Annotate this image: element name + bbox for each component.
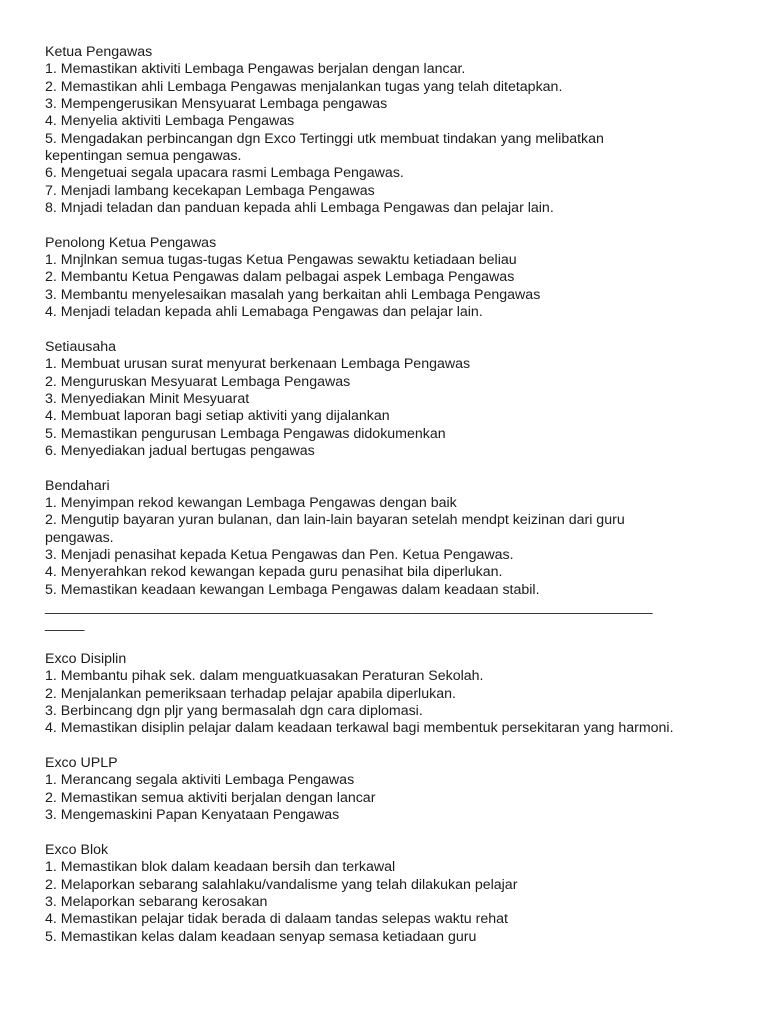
list-item: 4. Membuat laporan bagi setiap aktiviti yang dijalankan [45, 408, 390, 425]
list-item: 2. Mengutip bayaran yuran bulanan, dan lain-lain bayaran setelah mendpt keizinan dari guru [45, 512, 625, 529]
list-item: 5. Memastikan kelas dalam keadaan senyap semasa ketiadaan guru [45, 928, 477, 945]
section-penolong-ketua-pengawas [45, 235, 725, 322]
underscore-divider-tail: _____ [45, 616, 85, 633]
list-item: 1. Menyimpan rekod kewangan Lembaga Pengawas dengan baik [45, 494, 457, 511]
list-item: 1. Membantu pihak sek. dalam menguatkuasakan Peraturan Sekolah. [45, 668, 484, 685]
list-item: 3. Berbincang dgn pljr yang bermasalah dgn cara diplomasi. [45, 703, 423, 720]
list-item: 4. Memastikan disiplin pelajar dalam keadaan terkawal bagi membentuk persekitaran yang harmoni. [45, 720, 674, 737]
section-exco-disiplin [45, 651, 725, 738]
list-item: 3. Mengemaskini Papan Kenyataan Pengawas [45, 807, 340, 824]
list-item: 2. Menjalankan pemeriksaan terhadap pelajar apabila diperlukan. [45, 685, 456, 702]
list-item: 4. Menyerahkan rekod kewangan kepada guru penasihat bila diperlukan. [45, 564, 503, 581]
section-exco-uplp [45, 755, 725, 824]
section-title: Bendahari [45, 477, 110, 494]
list-item: 4. Menjadi teladan kepada ahli Lemabaga Pengawas dan pelajar lain. [45, 304, 483, 321]
list-item: 1. Merancang segala aktiviti Lembaga Pengawas [45, 772, 355, 789]
list-item: 1. Memastikan aktiviti Lembaga Pengawas berjalan dengan lancar. [45, 61, 466, 78]
list-item: 1. Mnjlnkan semua tugas-tugas Ketua Pengawas sewaktu ketiadaan beliau [45, 252, 517, 269]
list-item: 2. Melaporkan sebarang salahlaku/vandalisme yang telah dilakukan pelajar [45, 876, 518, 893]
list-item: 1. Membuat urusan surat menyurat berkenaan Lembaga Pengawas [45, 356, 471, 373]
section-title: Exco Blok [45, 841, 109, 858]
section-exco-blok [45, 842, 725, 946]
list-item: 3. Menjadi penasihat kepada Ketua Pengawas dan Pen. Ketua Pengawas. [45, 546, 514, 563]
list-item-continuation: pengawas. [45, 529, 114, 546]
underscore-divider: _____________________________________________________________________________ [45, 599, 653, 615]
section-title: Exco Disiplin [45, 651, 127, 668]
list-item: 3. Membantu menyelesaikan masalah yang berkaitan ahli Lembaga Pengawas [45, 286, 541, 303]
list-item: 5. Memastikan pengurusan Lembaga Pengawas didokumenkan [45, 425, 446, 442]
section-ketua-pengawas [45, 44, 725, 217]
section-title: Penolong Ketua Pengawas [45, 234, 217, 251]
list-item: 8. Mnjadi teladan dan panduan kepada ahli Lembaga Pengawas dan pelajar lain. [45, 200, 554, 217]
section-title: Setiausaha [45, 338, 116, 355]
section-setiausaha [45, 339, 725, 460]
list-item: 6. Menyediakan jadual bertugas pengawas [45, 442, 315, 459]
list-item: 4. Menyelia aktiviti Lembaga Pengawas [45, 113, 295, 130]
list-item: 2. Menguruskan Mesyuarat Lembaga Pengawas [45, 373, 351, 390]
list-item: 4. Memastikan pelajar tidak berada di dalaam tandas selepas waktu rehat [45, 911, 508, 928]
document-body [45, 44, 725, 963]
list-item: 2. Memastikan ahli Lembaga Pengawas menjalankan tugas yang telah ditetapkan. [45, 78, 563, 95]
list-item: 3. Mempengerusikan Mensyuarat Lembaga pengawas [45, 96, 388, 113]
list-item: 2. Membantu Ketua Pengawas dalam pelbagai aspek Lembaga Pengawas [45, 269, 515, 286]
list-item: 6. Mengetuai segala upacara rasmi Lembaga Pengawas. [45, 165, 404, 182]
list-item: 5. Mengadakan perbincangan dgn Exco Tertinggi utk membuat tindakan yang melibatkan [45, 130, 604, 147]
list-item-continuation: kepentingan semua pengawas. [45, 148, 242, 165]
list-item: 5. Memastikan keadaan kewangan Lembaga Pengawas dalam keadaan stabil. [45, 581, 540, 598]
list-item: 3. Menyediakan Minit Mesyuarat [45, 390, 250, 407]
list-item: 1. Memastikan blok dalam keadaan bersih dan terkawal [45, 859, 396, 876]
list-item: 2. Memastikan semua aktiviti berjalan dengan lancar [45, 789, 376, 806]
section-title: Ketua Pengawas [45, 44, 153, 60]
list-item: 3. Melaporkan sebarang kerosakan [45, 893, 268, 910]
section-title: Exco UPLP [45, 755, 118, 772]
section-bendahari [45, 478, 725, 634]
list-item: 7. Menjadi lambang kecekapan Lembaga Pengawas [45, 182, 375, 199]
